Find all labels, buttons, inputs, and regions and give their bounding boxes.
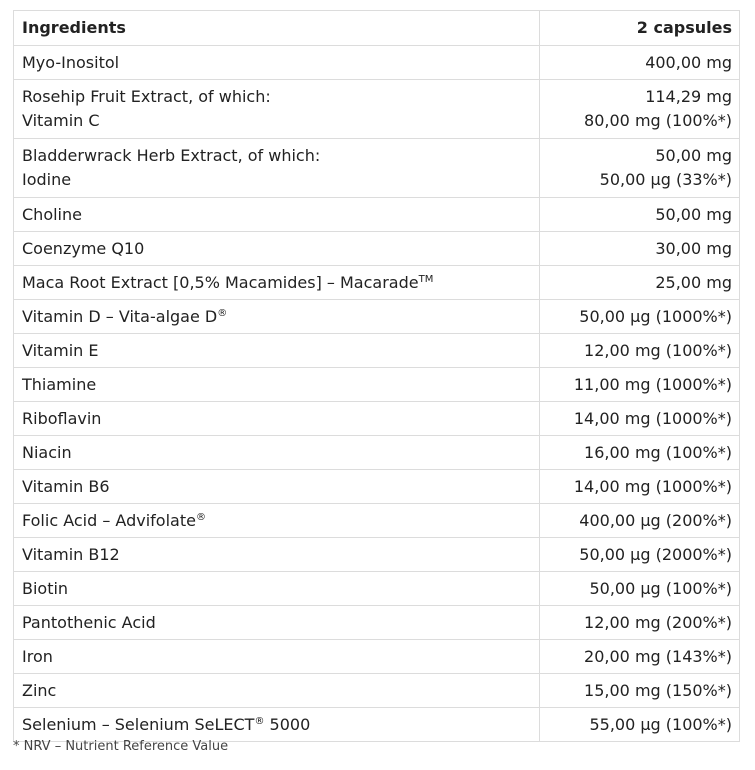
table-row bbox=[14, 674, 740, 708]
table-row bbox=[14, 436, 740, 470]
ingredient-cell bbox=[14, 504, 540, 538]
ingredient-amount: 20,00 mg (143%*) bbox=[540, 640, 740, 674]
ingredient-amount: 50,00 mg bbox=[655, 146, 732, 165]
ingredient-sub-amount: 50,00 µg (33%*) bbox=[599, 170, 732, 189]
ingredient-name: Zinc bbox=[14, 674, 540, 708]
ingredient-name: Coenzyme Q10 bbox=[14, 232, 540, 266]
ingredient-name: Vitamin D – Vita-algae D bbox=[22, 306, 218, 326]
ingredient-amount: 14,00 mg (1000%*) bbox=[540, 402, 740, 436]
amount-column-header: 2 capsules bbox=[540, 11, 740, 46]
ingredient-name: Pantothenic Acid bbox=[14, 606, 540, 640]
ingredient-amount: 50,00 mg bbox=[540, 198, 740, 232]
ingredient-name: Selenium – Selenium SeLECT bbox=[22, 714, 255, 734]
ingredient-amount: 16,00 mg (100%*) bbox=[540, 436, 740, 470]
ingredient-amount: 400,00 mg bbox=[540, 46, 740, 80]
ingredient-cell bbox=[14, 80, 540, 139]
ingredients-column-header: Ingredients bbox=[14, 11, 540, 46]
ingredient-name: Maca Root Extract [0,5% Macamides] – Macarade bbox=[22, 272, 419, 292]
table-row bbox=[14, 266, 740, 300]
ingredient-name: Riboflavin bbox=[14, 402, 540, 436]
table-row bbox=[14, 300, 740, 334]
ingredient-sub-name: Iodine bbox=[22, 170, 72, 189]
ingredient-name: Choline bbox=[14, 198, 540, 232]
table-row bbox=[14, 504, 740, 538]
ingredient-amount: 50,00 µg (2000%*) bbox=[540, 538, 740, 572]
amount-cell bbox=[540, 80, 740, 139]
ingredient-name: Niacin bbox=[14, 436, 540, 470]
ingredient-cell bbox=[14, 266, 540, 300]
table-row bbox=[14, 640, 740, 674]
ingredient-amount: 25,00 mg bbox=[540, 266, 740, 300]
ingredient-amount: 15,00 mg (150%*) bbox=[540, 674, 740, 708]
ingredient-amount: 12,00 mg (200%*) bbox=[540, 606, 740, 640]
ingredient-name: Vitamin B12 bbox=[14, 538, 540, 572]
table-row bbox=[14, 334, 740, 368]
table-row bbox=[14, 402, 740, 436]
ingredient-name: Bladderwrack Herb Extract, of which: bbox=[22, 146, 321, 165]
table-row bbox=[14, 606, 740, 640]
ingredient-name: Rosehip Fruit Extract, of which: bbox=[22, 87, 271, 106]
amount-cell bbox=[540, 139, 740, 198]
table-header-row bbox=[14, 11, 740, 46]
ingredient-name: Biotin bbox=[14, 572, 540, 606]
ingredient-amount: 30,00 mg bbox=[540, 232, 740, 266]
ingredient-amount: 11,00 mg (1000%*) bbox=[540, 368, 740, 402]
ingredient-amount: 114,29 mg bbox=[645, 87, 732, 106]
ingredient-amount: 12,00 mg (100%*) bbox=[540, 334, 740, 368]
registered-mark: ® bbox=[195, 511, 206, 523]
ingredient-name: Myo-Inositol bbox=[14, 46, 540, 80]
ingredient-name: Thiamine bbox=[14, 368, 540, 402]
registered-mark: ® bbox=[254, 715, 265, 727]
ingredient-sub-name: Vitamin C bbox=[22, 111, 100, 130]
ingredient-cell bbox=[14, 708, 540, 742]
ingredient-name-suffix: 5000 bbox=[264, 714, 311, 734]
registered-mark: ® bbox=[217, 307, 228, 319]
nrv-footnote: * NRV – Nutrient Reference Value bbox=[13, 739, 229, 754]
ingredient-name: Vitamin B6 bbox=[14, 470, 540, 504]
ingredient-amount: 55,00 µg (100%*) bbox=[540, 708, 740, 742]
ingredient-name: Vitamin E bbox=[14, 334, 540, 368]
ingredients-table bbox=[13, 10, 740, 742]
ingredient-name: Folic Acid – Advifolate bbox=[22, 510, 196, 530]
table-row bbox=[14, 139, 740, 198]
table-row bbox=[14, 470, 740, 504]
ingredient-amount: 14,00 mg (1000%*) bbox=[540, 470, 740, 504]
table-row bbox=[14, 368, 740, 402]
table-row bbox=[14, 232, 740, 266]
ingredient-cell bbox=[14, 139, 540, 198]
table-row bbox=[14, 198, 740, 232]
ingredient-name: Iron bbox=[14, 640, 540, 674]
table-row bbox=[14, 572, 740, 606]
ingredient-amount: 50,00 µg (1000%*) bbox=[540, 300, 740, 334]
trademark-mark: TM bbox=[418, 273, 434, 285]
ingredient-cell bbox=[14, 300, 540, 334]
ingredient-amount: 400,00 µg (200%*) bbox=[540, 504, 740, 538]
table-row bbox=[14, 538, 740, 572]
table-row bbox=[14, 708, 740, 742]
table-row bbox=[14, 80, 740, 139]
ingredient-amount: 50,00 µg (100%*) bbox=[540, 572, 740, 606]
ingredient-sub-amount: 80,00 mg (100%*) bbox=[584, 111, 732, 130]
table-row bbox=[14, 46, 740, 80]
